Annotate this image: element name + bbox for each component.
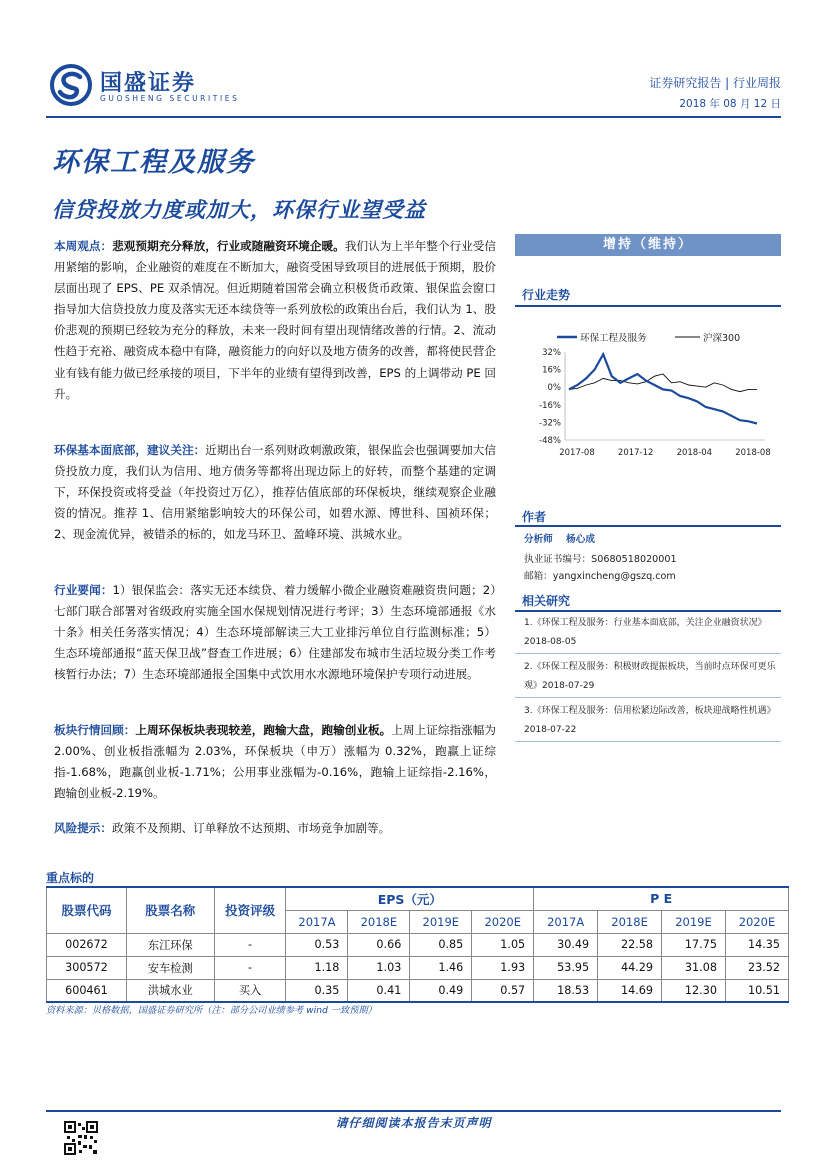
brand-name: 国盛证券	[100, 71, 197, 96]
paragraph-text: 政策不及预期、订单释放不达预期、市场竞争加剧等。	[111, 821, 391, 835]
y-tick-label: 32%	[542, 348, 561, 358]
header-year: 2019E	[662, 910, 726, 933]
header-rating: 投资评级	[214, 887, 286, 933]
author-name: 杨心成	[566, 534, 595, 545]
paragraph-lead: 风险提示：	[54, 821, 112, 835]
x-tick-label: 2018-04	[676, 448, 713, 458]
header-year: 2020E	[725, 910, 788, 933]
cell-eps: 1.05	[472, 933, 534, 956]
table-row	[47, 979, 789, 1002]
paragraph-market-review	[54, 720, 496, 804]
x-tick-label: 2017-08	[559, 448, 595, 458]
cert-number: S0680518020001	[591, 554, 677, 565]
header-eps: EPS（元）	[286, 887, 534, 910]
paragraph-text: 近期出台一系列财政刺激政策，银保监会也强调要加大信贷投放力度，我们认为信用、地方债务等都将出现边际上的好转，而整个基建的定调下，环保投资或将受益（年投资过万亿），推荐估值底部的环保板块，继续观察企业融资的情况。推荐 1、信用紧缩影响较大的环保公司，如碧水源、博世科、国祯环保；2、现金流优异，被错杀的标的，如龙马环卫、盈峰环境、洪城水业。	[54, 443, 496, 542]
industry-trend-chart	[515, 322, 781, 467]
cell-eps: 0.85	[410, 933, 472, 956]
cell-pe: 18.53	[534, 979, 598, 1002]
footer-divider	[46, 1110, 781, 1112]
cell-rating: 买入	[214, 979, 286, 1002]
cell-eps: 0.41	[348, 979, 410, 1002]
report-headline: 信贷投放力度或加大，环保行业望受益	[52, 198, 426, 222]
cell-code: 600461	[47, 979, 127, 1002]
header-divider	[46, 116, 781, 118]
header-stock-name: 股票名称	[126, 887, 214, 933]
cell-pe: 17.75	[662, 933, 726, 956]
x-tick-label: 2017-12	[617, 448, 654, 458]
paragraph-fundamentals	[54, 440, 496, 545]
cell-pe: 31.08	[662, 956, 726, 979]
header-stock-code: 股票代码	[47, 887, 127, 933]
legend-label-series-1: 环保工程及服务	[580, 333, 647, 344]
author-email-line	[524, 570, 676, 584]
table-row	[47, 956, 789, 979]
cell-pe: 23.52	[725, 956, 788, 979]
cell-eps: 1.03	[348, 956, 410, 979]
related-research-item[interactable]: 1.《环保工程及服务：行业基本面底部，关注企业融资状况》2018-08-05	[524, 618, 767, 647]
cell-code: 002672	[47, 933, 127, 956]
cell-name: 洪城水业	[126, 979, 214, 1002]
trend-section-rule	[515, 305, 781, 307]
key-stocks-title: 重点标的	[46, 871, 95, 885]
cell-rating: -	[214, 933, 286, 956]
paragraph-risk	[54, 818, 496, 839]
guosheng-logo-icon	[50, 64, 92, 106]
cell-pe: 44.29	[598, 956, 662, 979]
header-year: 2018E	[348, 910, 410, 933]
trend-section-title: 行业走势	[522, 288, 571, 302]
paragraph-text: 1）银保监会：落实无还本续贷、着力缓解小微企业融资难融资贵问题；2）七部门联合部署对省级政府实施全国水保规划情况进行考评；3）生态环境部通报《水十条》相关任务落实情况；4）生态环境部解读三大工业排污单位自行监测标准；5）生态环境部通报“蓝天保卫战”督查工作进展；6）住建部发布城市生活垃圾分类工作考核暂行办法；7）生态环境部通报全国集中式饮用水水源地环境保护专项行动进展。	[54, 583, 496, 682]
paragraph-lead: 本周观点：	[54, 239, 113, 253]
header-year: 2019E	[410, 910, 472, 933]
related-divider	[515, 741, 781, 742]
cell-pe: 30.49	[534, 933, 598, 956]
cell-eps: 1.46	[410, 956, 472, 979]
cell-eps: 1.18	[286, 956, 348, 979]
paragraph-text: 我们认为上半年整个行业受信用紧缩的影响，企业融资的难度在不断加大，融资受困导致项目的进展低于预期，股价层面出现了 EPS、PE 双杀情况。但近期随着国常会确立积极货币政策、银保监会窗口指导加大信贷投放力度及落实无还本续贷等一系列放松的政策出台后，我们认为 1、股价悲观的预期已经较为充分的释放，未来一段时间有望出现情绪改善的行情。2、流动性趋于充裕、融资成本稳中有降，融资能力的向好以及地方债务的改善，都将使民营企业有钱有能力做已经承接的项目，下半年的业绩有望得到改善，EPS 的上调带动 PE 回升。	[54, 239, 496, 401]
rating-badge: 增持（维持）	[515, 234, 781, 256]
related-divider	[515, 653, 781, 654]
cell-pe: 14.35	[725, 933, 788, 956]
brand-english-name: GUOSHENG SECURITIES	[100, 94, 240, 103]
cell-rating: -	[214, 956, 286, 979]
table-row	[47, 933, 789, 956]
cell-pe: 12.30	[662, 979, 726, 1002]
cell-eps: 0.49	[410, 979, 472, 1002]
author-section-title: 作者	[522, 510, 547, 524]
y-tick-label: 0%	[547, 383, 561, 394]
paragraph-lead: 板块行情回顾：	[54, 723, 136, 737]
header-year: 2020E	[472, 910, 534, 933]
header-year: 2017A	[286, 910, 348, 933]
table-source: 资料来源：贝格数据，国盛证券研究所（注：部分公司业绩参考 wind 一致预期）	[46, 1005, 377, 1016]
report-type: 证券研究报告 | 行业周报	[649, 76, 781, 90]
cell-name: 安车检测	[126, 956, 214, 979]
cell-eps: 0.57	[472, 979, 534, 1002]
cell-eps: 0.53	[286, 933, 348, 956]
author-section-rule	[515, 525, 781, 527]
paragraph-industry-news	[54, 580, 496, 685]
cell-pe: 22.58	[598, 933, 662, 956]
author-email[interactable]: yangxincheng@gszq.com	[552, 571, 676, 582]
y-tick-label: -16%	[539, 400, 561, 411]
cell-pe: 53.95	[534, 956, 598, 979]
paragraph-lead: 行业要闻：	[54, 583, 113, 597]
y-tick-label: 16%	[542, 365, 561, 376]
x-tick-label: 2018-08	[735, 448, 771, 458]
series-line-env-protection	[569, 354, 757, 423]
header-year: 2017A	[534, 910, 598, 933]
related-research-item[interactable]: 3.《环保工程及服务：信用松紧边际改善，板块迎战略性机遇》2018-07-22	[524, 706, 776, 735]
footer-disclaimer: 请仔细阅读本报告末页声明	[335, 1116, 492, 1130]
paragraph-weekly-view	[54, 236, 496, 405]
report-date: 2018 年 08 月 12 日	[679, 98, 781, 110]
paragraph-bold: 悲观预期充分释放，行业或随融资环境企暖。	[112, 239, 345, 253]
author-role: 分析师	[524, 534, 553, 545]
related-section-rule	[515, 610, 781, 612]
cell-eps: 0.66	[348, 933, 410, 956]
paragraph-bold: 上周环保板块表现较差，跑输大盘，跑输创业板。	[135, 723, 392, 737]
cell-name: 东江环保	[126, 933, 214, 956]
chart-legend	[557, 332, 740, 344]
y-tick-label: -48%	[539, 436, 561, 446]
header-pe: P E	[534, 887, 789, 910]
industry-title: 环保工程及服务	[52, 147, 255, 178]
related-research-item[interactable]: 2.《环保工程及服务：积极财政提振板块，当前时点环保可更乐观》2018-07-29	[524, 662, 776, 691]
cell-pe: 10.51	[725, 979, 788, 1002]
cell-eps: 1.93	[472, 956, 534, 979]
cert-label: 执业证书编号：	[524, 554, 592, 565]
y-tick-label: -32%	[539, 418, 561, 429]
cell-code: 300572	[47, 956, 127, 979]
key-stocks-table	[46, 886, 789, 1003]
paragraph-lead: 环保基本面底部，建议关注：	[54, 443, 206, 457]
email-label: 邮箱：	[524, 571, 553, 582]
related-section-title: 相关研究	[522, 594, 571, 608]
legend-label-series-2: 沪深300	[703, 333, 741, 344]
author-cert-line	[524, 553, 677, 567]
paragraph-text: 上周上证综指涨幅为 2.00%、创业板指涨幅为 2.03%，环保板块（申万）涨幅为 0.32%，跑赢上证综指-1.68%，跑赢创业板-1.71%；公用事业涨幅为-0.16%，跑输上证综指-2.16%，跑输创业板-2.19%。	[54, 723, 496, 801]
cell-eps: 0.35	[286, 979, 348, 1002]
author-line	[524, 533, 595, 547]
header-year: 2018E	[598, 910, 662, 933]
cell-pe: 14.69	[598, 979, 662, 1002]
related-divider	[515, 697, 781, 698]
